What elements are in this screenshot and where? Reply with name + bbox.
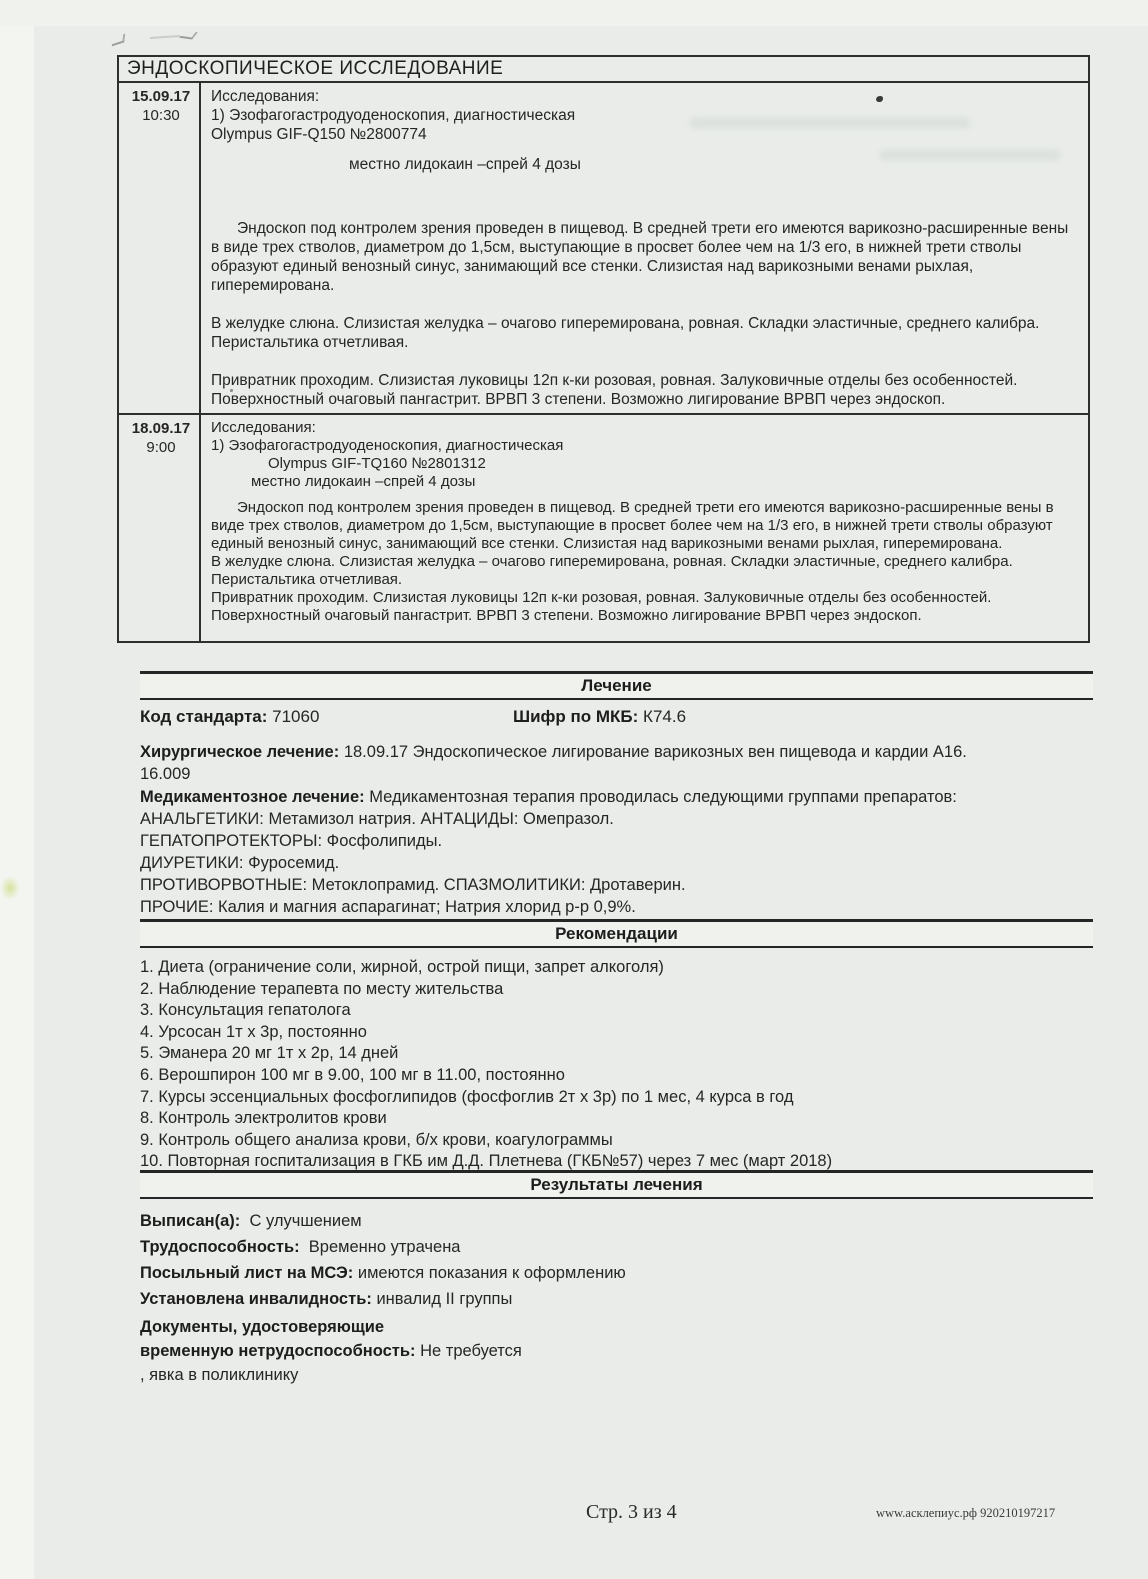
treatment-section-header: Лечение [140,671,1093,700]
work-capacity-value: Временно утрачена [308,1238,461,1256]
endoscopy-report-table [117,55,1090,643]
findings-esophagus: Эндоскоп под контролем зрения проведен в пищевод. В средней трети его имеются варикозно-расширенные вены в виде трех стволов, диаметром до 1,5см, выступающие в просвет более чем на 1/3 его, в нижней трети стволы образуют единый венозный синус, занимающий все стенки. Слизистая над варикозными венами рыхлая, гиперемирована. [211,499,1054,552]
exam-time: 9:00 [146,439,176,456]
scanner-edge-strip [0,0,34,1579]
disability-label: Установлена инвалидность: [140,1290,372,1308]
treatment-section [140,671,1093,918]
findings-duodenum: Привратник проходим. Слизистая луковицы 12п к-ки розовая, ровная. Залуковичные отделы без особенностей. Поверхностный очаговый пангастрит. ВРВП 3 степени. Возможно лигирование ВРВП через эндоскоп. [211,372,1018,408]
exam-device: Olympus GIF-Q150 №2800774 [211,126,427,143]
exam-entry-row [119,413,1088,641]
icd-code-value: К74.6 [643,707,687,726]
medication-treatment-label: Медикаментозное лечение: [140,788,365,806]
scanner-edge-strip-top [0,0,1148,26]
discharged-row [140,1208,1093,1234]
exam-date-cell [119,83,201,413]
findings-esophagus: Эндоскоп под контролем зрения проведен в пищевод. В средней трети его имеются варикозно-расширенные вены в виде трех стволов, диаметром до 1,5см, выступающие в просвет более чем на 1/3 его, в нижней трети стволы образуют единый венозный синус, занимающий все стенки. Слизистая над варикозными венами рыхлая, гиперемирована. [211,220,1069,294]
results-section [140,1170,1093,1387]
documents-label-line1: Документы, удостоверяющие [140,1318,385,1336]
footer-website: www.асклепиус.рф 920210197217 [876,1506,1056,1520]
exam-device: Olympus GIF-TQ160 №2801312 [268,455,486,472]
surgical-treatment-text: 18.09.17 Эндоскопическое лигирование варикозных вен пищевода и кардии А16. [343,743,967,761]
results-section-header: Результаты лечения [140,1170,1093,1199]
exam-details-cell [201,415,1088,641]
exam-details-cell [201,83,1088,413]
medication-treatment [140,786,1093,918]
exam-anesthesia: местно лидокаин –спрей 4 дозы [251,473,476,490]
exam-anesthesia: местно лидокаин –спрей 4 дозы [349,156,581,173]
discharged-value: С улучшением [249,1212,362,1230]
icd-code-label: Шифр по МКБ: [513,707,639,726]
surgical-treatment-label: Хирургическое лечение: [140,743,340,761]
surgical-treatment [140,741,1093,785]
findings-duodenum: Привратник проходим. Слизистая луковицы 12п к-ки розовая, ровная. Залуковичные отделы без особенностей. Поверхностный очаговый пангастрит. ВРВП 3 степени. Возможно лигирование ВРВП через эндоскоп. [211,589,992,624]
report-title: ЭНДОСКОПИЧЕСКОЕ ИССЛЕДОВАНИЕ [119,57,1088,83]
recommendation-item: 1. Диета (ограничение соли, жирной, острой пищи, запрет алкоголя) [140,958,664,976]
work-capacity-row [140,1234,1093,1260]
surgical-treatment-text-cont: 16.009 [140,765,191,783]
exam-heading: Исследования: [211,88,320,105]
medication-intro: Медикаментозная терапия проводилась следующими группами препаратов: [369,788,957,806]
exam-date: 18.09.17 [131,420,191,437]
mse-referral-label: Посыльный лист на МСЭ: [140,1264,354,1282]
exam-date-cell [119,415,201,641]
standard-code-label: Код стандарта: [140,707,268,726]
disability-value: инвалид II группы [376,1290,513,1308]
medication-line: ДИУРЕТИКИ: Фуросемид. [140,854,340,872]
recommendation-item: 4. Урсосан 1т х 3р, постоянно [140,1022,367,1041]
exam-date: 15.09.17 [131,88,191,105]
exam-procedure: 1) Эзофагогастродуоденоскопия, диагностическая [211,107,576,124]
exam-entry-row [119,83,1088,413]
recommendation-item: 7. Курсы эссенциальных фосфоглипидов (фосфоглив 2т х 3р) по 1 мес, 4 курса в год [140,1087,794,1106]
recommendation-item: 10. Повторная госпитализация в ГКБ им Д.Д. Плетнева (ГКБ№57) через 7 мес (март 2018) [140,1152,833,1171]
findings-stomach: В желудке слюна. Слизистая желудка – очагово гиперемирована, ровная. Складки эластичные, среднего калибра. Перистальтика отчетливая. [211,553,1013,588]
documents-block [140,1315,1093,1387]
recommendation-item: 8. Контроль электролитов крови [140,1109,387,1128]
exam-procedure: 1) Эзофагогастродуоденоскопия, диагностическая [211,437,564,454]
recommendation-item: 5. Эманера 20 мг 1т х 2р, 14 дней [140,1044,399,1063]
medication-line: ПРОТИВОРВОТНЫЕ: Метоклопрамид. СПАЗМОЛИТИКИ: Дротаверин. [140,876,686,894]
exam-time: 10:30 [142,107,180,124]
documents-label-line2: временную нетрудоспособность: [140,1342,416,1360]
mse-referral-value: имеются показания к оформлению [357,1264,626,1282]
recommendation-item: 3. Консультация гепатолога [140,1001,351,1020]
recommendation-item: 9. Контроль общего анализа крови, б/х крови, коагулограммы [140,1130,613,1149]
pen-dash-artifact [150,35,180,39]
standard-code-value: 71060 [272,707,320,726]
documents-value: Не требуется [420,1342,522,1360]
disability-row [140,1286,1093,1312]
medication-line: ГЕПАТОПРОТЕКТОРЫ: Фосфолипиды. [140,832,443,850]
pen-mark-artifact [179,30,198,39]
stain-artifact [0,876,20,900]
recommendations-section-header: Рекомендации [140,919,1093,948]
medication-line: ПРОЧИЕ: Калия и магния аспарагинат; Натрия хлорид р-р 0,9%. [140,898,636,916]
pen-mark-artifact [112,34,125,47]
exam-heading: Исследования: [211,419,316,436]
recommendation-item: 6. Верошпирон 100 мг в 9.00, 100 мг в 11.00, постоянно [140,1065,565,1084]
findings-stomach: В желудке слюна. Слизистая желудка – очагово гиперемирована, ровная. Складки эластичные, среднего калибра. Перистальтика отчетливая. [211,315,1040,351]
page-number: Стр. 3 из 4 [586,1501,677,1523]
documents-note: , явка в поликлинику [140,1366,299,1384]
work-capacity-label: Трудоспособность: [140,1238,300,1256]
discharged-label: Выписан(а): [140,1212,241,1230]
mse-referral-row [140,1260,1093,1286]
codes-row [140,706,1093,728]
recommendations-section [140,919,1093,1173]
medication-line: АНАЛЬГЕТИКИ: Метамизол натрия. АНТАЦИДЫ: Омепразол. [140,810,614,828]
recommendation-item: 2. Наблюдение терапевта по месту жительства [140,979,504,998]
